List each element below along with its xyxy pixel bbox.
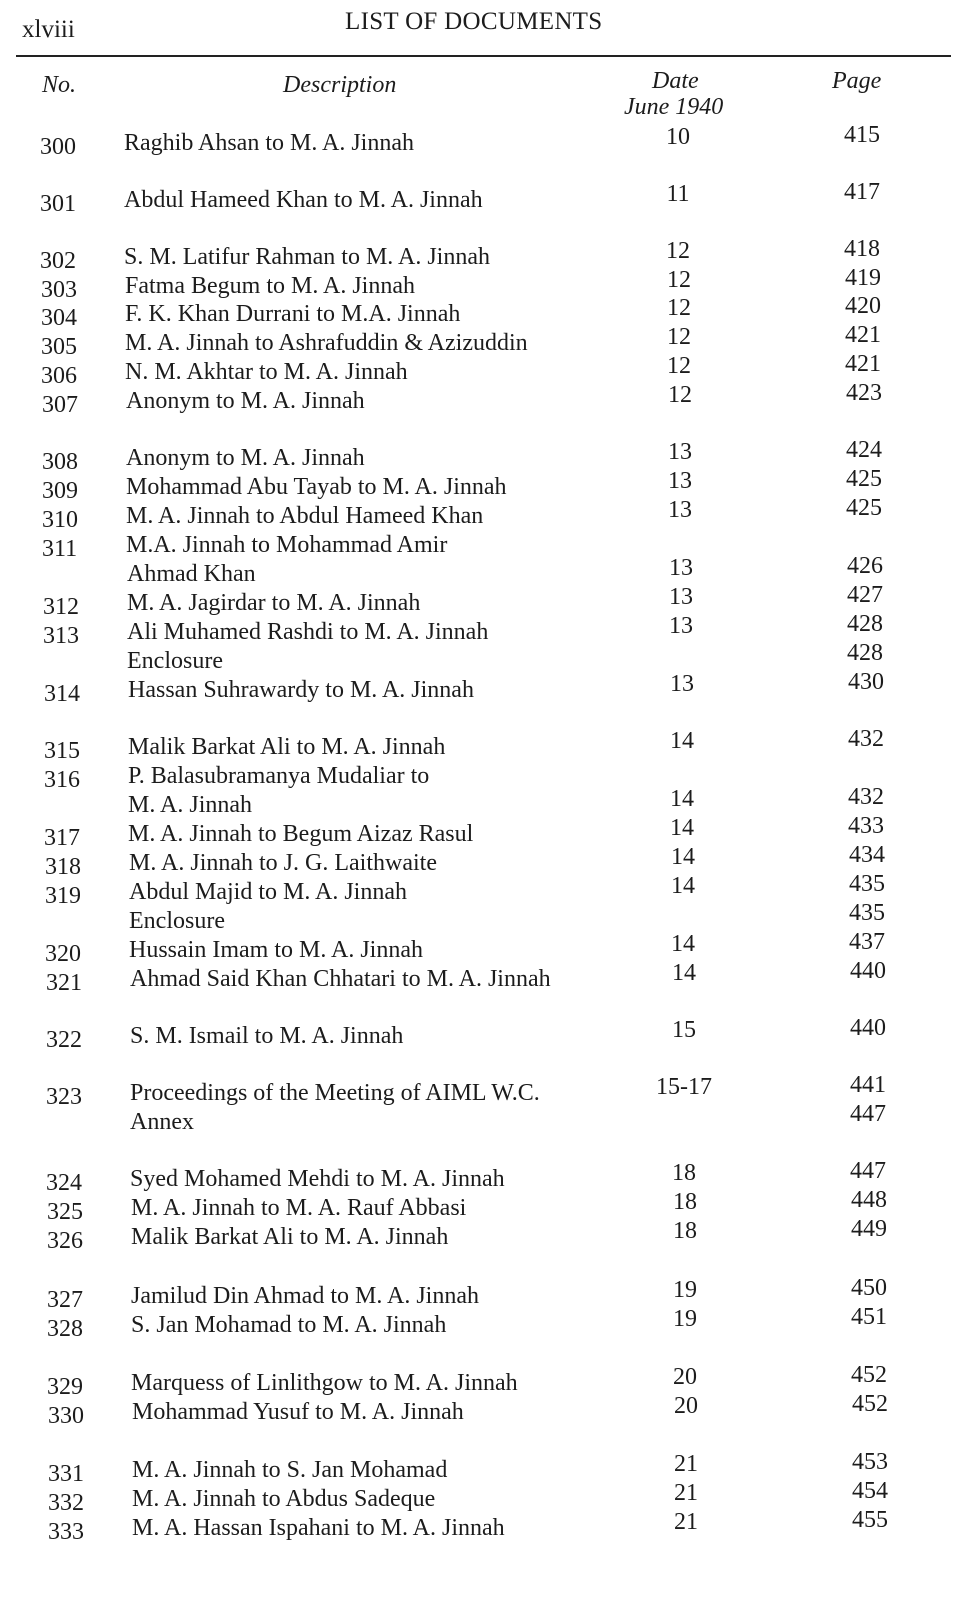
row-description: Malik Barkat Ali to M. A. Jinnah (131, 1224, 449, 1250)
row-page: 451 (851, 1304, 887, 1330)
row-date: 13 (669, 613, 693, 639)
row-date: 18 (673, 1189, 697, 1215)
row-description: Raghib Ahsan to M. A. Jinnah (124, 130, 415, 156)
row-page: 435 (849, 900, 885, 926)
row-page: 425 (846, 466, 882, 492)
row-description: P. Balasubramanya Mudaliar to (128, 763, 430, 789)
row-page: 428 (847, 611, 883, 637)
row-number: 303 (41, 277, 77, 303)
row-page: 428 (847, 640, 883, 666)
row-description: Ahmad Said Khan Chhatari to M. A. Jinnah (130, 966, 551, 992)
row-number: 306 (41, 363, 77, 389)
row-date: 13 (668, 497, 692, 523)
row-page: 421 (845, 322, 881, 348)
row-description: Abdul Majid to M. A. Jinnah (129, 879, 408, 905)
row-description: M. A. Hassan Ispahani to M. A. Jinnah (132, 1515, 505, 1541)
row-date: 15-17 (656, 1074, 712, 1100)
column-header-no: No. (42, 72, 77, 98)
row-date: 14 (670, 815, 694, 841)
row-page: 417 (844, 179, 880, 205)
row-date: 21 (674, 1451, 698, 1477)
row-number: 310 (42, 507, 78, 533)
row-description: Anonym to M. A. Jinnah (126, 445, 365, 471)
row-date: 21 (674, 1480, 698, 1506)
row-date: 18 (672, 1160, 696, 1186)
column-header-date: Date (652, 68, 699, 94)
row-date: 13 (670, 671, 694, 697)
row-description: S. M. Latifur Rahman to M. A. Jinnah (124, 244, 490, 270)
row-page: 453 (852, 1449, 888, 1475)
row-date: 14 (671, 844, 695, 870)
row-description: Fatma Begum to M. A. Jinnah (125, 273, 415, 299)
row-number: 308 (42, 449, 78, 475)
row-description: M. A. Jinnah (128, 792, 253, 818)
running-head: LIST OF DOCUMENTS (345, 8, 603, 35)
row-description: Annex (130, 1109, 194, 1135)
row-date: 13 (668, 439, 692, 465)
row-number: 307 (42, 392, 78, 418)
row-date: 18 (673, 1218, 697, 1244)
row-page: 440 (850, 958, 886, 984)
row-number: 330 (48, 1403, 84, 1429)
row-description: M. A. Jinnah to J. G. Laithwaite (129, 850, 437, 876)
row-page: 425 (846, 495, 882, 521)
row-number: 312 (43, 594, 79, 620)
row-date: 19 (673, 1306, 697, 1332)
row-page: 427 (847, 582, 883, 608)
row-page: 447 (850, 1101, 886, 1127)
row-number: 328 (47, 1316, 83, 1342)
row-description: S. M. Ismail to M. A. Jinnah (130, 1023, 404, 1049)
row-description: Hassan Suhrawardy to M. A. Jinnah (128, 677, 474, 703)
row-description: M. A. Jinnah to Abdul Hameed Khan (126, 503, 484, 529)
row-page: 433 (848, 813, 884, 839)
row-date: 12 (668, 382, 692, 408)
row-page: 449 (851, 1216, 887, 1242)
row-date: 15 (672, 1017, 696, 1043)
row-date: 14 (671, 931, 695, 957)
row-date: 12 (667, 324, 691, 350)
row-number: 321 (46, 970, 82, 996)
row-page: 450 (851, 1275, 887, 1301)
row-number: 323 (46, 1084, 82, 1110)
row-page: 432 (848, 726, 884, 752)
row-date: 12 (667, 267, 691, 293)
row-description: Syed Mohamed Mehdi to M. A. Jinnah (130, 1166, 505, 1192)
row-date: 14 (670, 786, 694, 812)
row-page: 441 (850, 1072, 886, 1098)
row-date: 13 (669, 555, 693, 581)
page-number: xlviii (22, 16, 75, 43)
row-number: 315 (44, 738, 80, 764)
row-description: Enclosure (127, 648, 223, 674)
row-description: S. Jan Mohamad to M. A. Jinnah (131, 1312, 447, 1338)
row-description: Mohammad Abu Tayab to M. A. Jinnah (126, 474, 507, 500)
row-description: M. A. Jinnah to S. Jan Mohamad (132, 1457, 448, 1483)
row-page: 452 (852, 1391, 888, 1417)
row-number: 301 (40, 191, 76, 217)
row-date: 11 (666, 181, 690, 207)
row-description: M. A. Jinnah to M. A. Rauf Abbasi (131, 1195, 467, 1221)
row-page: 432 (848, 784, 884, 810)
row-number: 304 (41, 305, 77, 331)
row-number: 324 (46, 1170, 82, 1196)
row-description: Marquess of Linlithgow to M. A. Jinnah (131, 1370, 518, 1396)
row-number: 311 (42, 536, 78, 562)
row-page: 415 (844, 122, 880, 148)
row-number: 319 (45, 883, 81, 909)
row-number: 314 (44, 681, 80, 707)
row-number: 325 (47, 1199, 83, 1225)
row-description: M. A. Jinnah to Abdus Sadeque (132, 1486, 436, 1512)
row-date: 12 (666, 238, 690, 264)
row-page: 440 (850, 1015, 886, 1041)
row-description: Ali Muhamed Rashdi to M. A. Jinnah (127, 619, 489, 645)
row-page: 452 (851, 1362, 887, 1388)
row-number: 320 (45, 941, 81, 967)
row-page: 430 (848, 669, 884, 695)
row-page: 420 (845, 293, 881, 319)
row-page: 435 (849, 871, 885, 897)
row-page: 423 (846, 380, 882, 406)
row-description: F. K. Khan Durrani to M.A. Jinnah (125, 301, 461, 327)
row-description: N. M. Akhtar to M. A. Jinnah (125, 359, 408, 385)
row-number: 302 (40, 248, 76, 274)
row-number: 309 (42, 478, 78, 504)
row-number: 300 (40, 134, 76, 160)
row-description: Abdul Hameed Khan to M. A. Jinnah (124, 187, 483, 213)
row-description: M.A. Jinnah to Mohammad Amir (126, 532, 448, 558)
row-number: 326 (47, 1228, 83, 1254)
row-description: Malik Barkat Ali to M. A. Jinnah (128, 734, 446, 760)
row-number: 331 (48, 1461, 84, 1487)
row-number: 327 (47, 1287, 83, 1313)
row-number: 329 (47, 1374, 83, 1400)
column-header-description: Description (283, 72, 397, 98)
column-header-date-sub: June 1940 (624, 94, 724, 120)
row-date: 14 (670, 728, 694, 754)
column-header-page: Page (832, 68, 882, 94)
row-number: 318 (45, 854, 81, 880)
row-date: 20 (673, 1364, 697, 1390)
row-page: 418 (844, 236, 880, 262)
row-description: Enclosure (129, 908, 225, 934)
row-date: 10 (666, 124, 690, 150)
row-number: 305 (41, 334, 77, 360)
row-page: 447 (850, 1158, 886, 1184)
row-number: 322 (46, 1027, 82, 1053)
row-date: 13 (669, 584, 693, 610)
row-description: M. A. Jinnah to Begum Aizaz Rasul (128, 821, 474, 847)
row-date: 13 (668, 468, 692, 494)
row-page: 421 (845, 351, 881, 377)
row-date: 12 (667, 295, 691, 321)
row-number: 332 (48, 1490, 84, 1516)
row-number: 333 (48, 1519, 84, 1545)
row-page: 454 (852, 1478, 888, 1504)
row-description: Ahmad Khan (127, 561, 256, 587)
row-page: 434 (849, 842, 885, 868)
row-number: 317 (44, 825, 80, 851)
row-page: 437 (849, 929, 885, 955)
row-description: Hussain Imam to M. A. Jinnah (129, 937, 423, 963)
row-description: Proceedings of the Meeting of AIML W.C. (130, 1080, 540, 1106)
row-page: 419 (845, 265, 881, 291)
row-description: Mohammad Yusuf to M. A. Jinnah (132, 1399, 464, 1425)
row-date: 14 (672, 960, 696, 986)
row-date: 14 (671, 873, 695, 899)
row-number: 316 (44, 767, 80, 793)
row-date: 12 (667, 353, 691, 379)
row-description: Jamilud Din Ahmad to M. A. Jinnah (131, 1283, 479, 1309)
row-page: 448 (851, 1187, 887, 1213)
row-date: 21 (674, 1509, 698, 1535)
row-description: M. A. Jinnah to Ashrafuddin & Azizuddin (125, 330, 528, 356)
row-description: Anonym to M. A. Jinnah (126, 388, 365, 414)
row-page: 426 (847, 553, 883, 579)
row-description: M. A. Jagirdar to M. A. Jinnah (127, 590, 421, 616)
row-page: 424 (846, 437, 882, 463)
row-date: 19 (673, 1277, 697, 1303)
row-page: 455 (852, 1507, 888, 1533)
row-date: 20 (674, 1393, 698, 1419)
row-number: 313 (43, 623, 79, 649)
